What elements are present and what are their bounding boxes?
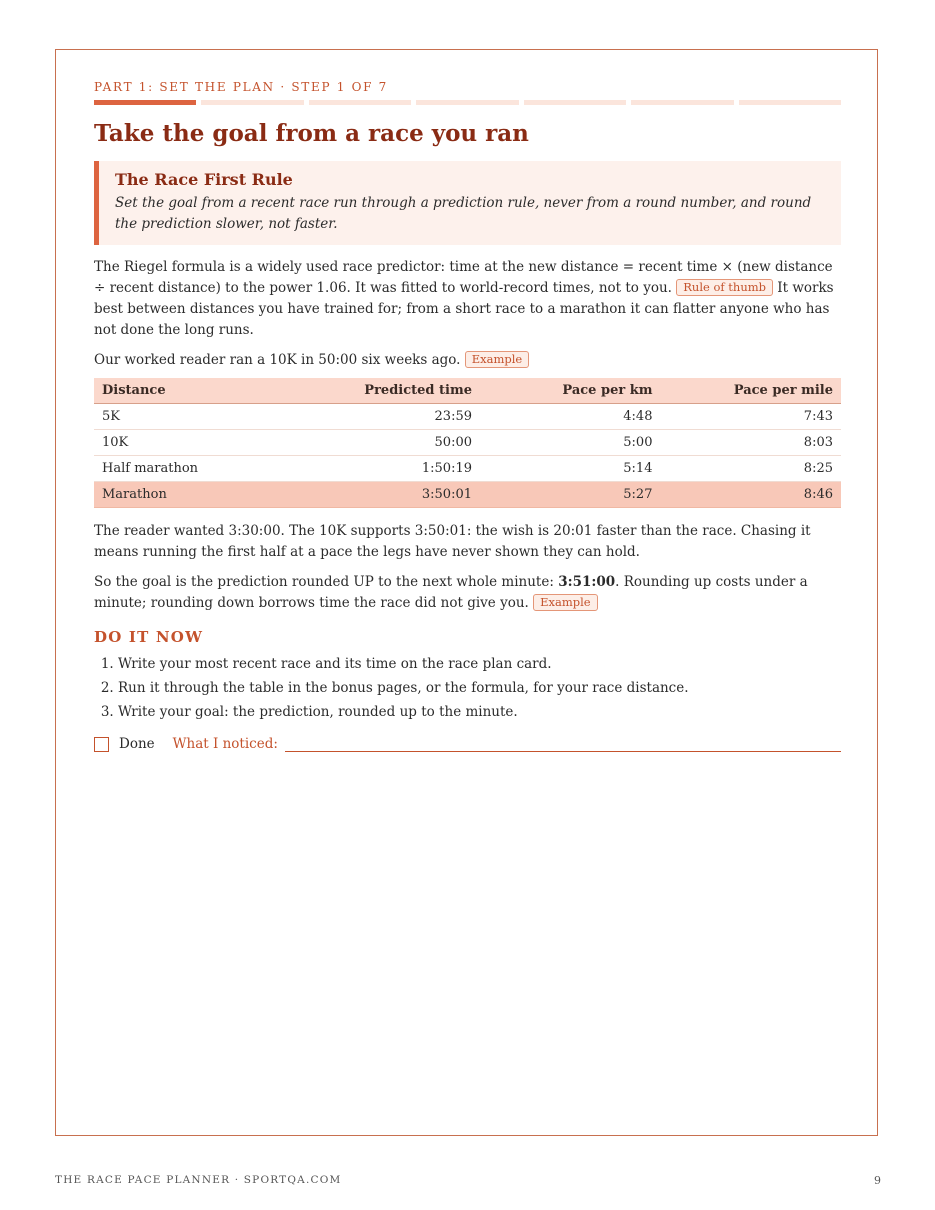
done-checkbox[interactable]: [94, 737, 109, 752]
example-tag: Example: [465, 351, 530, 368]
table-cell: 4:48: [480, 404, 660, 430]
table-cell: Marathon: [94, 482, 250, 508]
step-segment: [416, 100, 518, 105]
list-item: 2. Run it through the table in the bonus pages, or the formula, for your race distance.: [118, 676, 841, 700]
table-row: [94, 404, 841, 430]
rule-of-thumb-tag: Rule of thumb: [676, 279, 773, 296]
table-header-cell: Pace per mile: [660, 378, 841, 404]
reader-paragraph: The reader wanted 3:30:00. The 10K supports 3:50:01: the wish is 20:01 faster than the race. Chasing it means running the first half at a pace the legs have never shown they can hold.: [94, 523, 811, 560]
footer-title: THE RACE PACE PLANNER · SPORTQA.COM: [55, 1174, 342, 1186]
table-header-cell: Pace per km: [480, 378, 660, 404]
example-tag: Example: [533, 594, 598, 611]
done-row: [94, 733, 841, 754]
table-cell: 5:27: [480, 482, 660, 508]
callout-body: Set the goal from a recent race run through a prediction rule, never from a round number, and round the prediction slower, not faster.: [115, 195, 812, 232]
table-header-row: [94, 378, 841, 404]
goal-text: So the goal is the prediction rounded UP to the next whole minute:: [94, 574, 554, 590]
rule-callout: [94, 161, 841, 245]
goal-paragraph: [94, 572, 841, 614]
step-segment: [201, 100, 303, 105]
table-cell: 1:50:19: [250, 456, 480, 482]
step-progress: [94, 100, 841, 105]
table-cell: 5K: [94, 404, 250, 430]
table-cell: 5:00: [480, 430, 660, 456]
callout-title: The Race First Rule: [115, 170, 293, 189]
intro-text-continued: It works best between distances you have trained for; from a short race to a marathon it can flatter anyone who has not done the long runs.: [94, 280, 834, 338]
table-cell: Half marathon: [94, 456, 250, 482]
table-header-cell: Predicted time: [250, 378, 480, 404]
table-cell: 8:03: [660, 430, 841, 456]
table-cell: 7:43: [660, 404, 841, 430]
table-cell: 5:14: [480, 456, 660, 482]
table-cell: 8:46: [660, 482, 841, 508]
goal-text-continued: . Rounding up costs under a minute; rounding down borrows time the race did not give you.: [94, 574, 808, 611]
table-cell: 10K: [94, 430, 250, 456]
page-footer: [55, 1174, 881, 1187]
page-title: Take the goal from a race you ran: [94, 120, 529, 147]
notice-input-line[interactable]: [285, 750, 841, 752]
intro-paragraph: [94, 257, 841, 341]
section-kicker: PART 1: SET THE PLAN · STEP 1 OF 7: [94, 80, 389, 94]
action-list: [94, 652, 841, 724]
table-header-cell: Distance: [94, 378, 250, 404]
list-item: 1. Write your most recent race and its time on the race plan card.: [118, 652, 841, 676]
page-number: 9: [874, 1174, 881, 1187]
step-segment-active: [94, 100, 196, 105]
step-segment: [739, 100, 841, 105]
table-cell: 3:50:01: [250, 482, 480, 508]
intro-text: The Riegel formula is a widely used race predictor: time at the new distance = recent time × (new distance ÷ recent distance) to the power 1.06. It was fitted to world-record times, not to you.: [94, 259, 833, 296]
example-paragraph: [94, 350, 841, 371]
prediction-table: [94, 378, 841, 508]
done-label: Done: [119, 736, 155, 752]
notice-label: What I noticed:: [172, 736, 278, 752]
table-row: [94, 430, 841, 456]
do-it-now-heading: DO IT NOW: [94, 628, 204, 646]
table-cell: 23:59: [250, 404, 480, 430]
table-row-highlighted: [94, 482, 841, 508]
list-item: 3. Write your goal: the prediction, rounded up to the minute.: [118, 700, 841, 724]
step-segment: [309, 100, 411, 105]
table-row: [94, 456, 841, 482]
step-segment: [631, 100, 733, 105]
table-cell: 8:25: [660, 456, 841, 482]
example-text: Our worked reader ran a 10K in 50:00 six weeks ago.: [94, 352, 461, 368]
goal-value: 3:51:00: [558, 574, 616, 590]
step-segment: [524, 100, 626, 105]
page-content: [94, 78, 841, 754]
table-cell: 50:00: [250, 430, 480, 456]
